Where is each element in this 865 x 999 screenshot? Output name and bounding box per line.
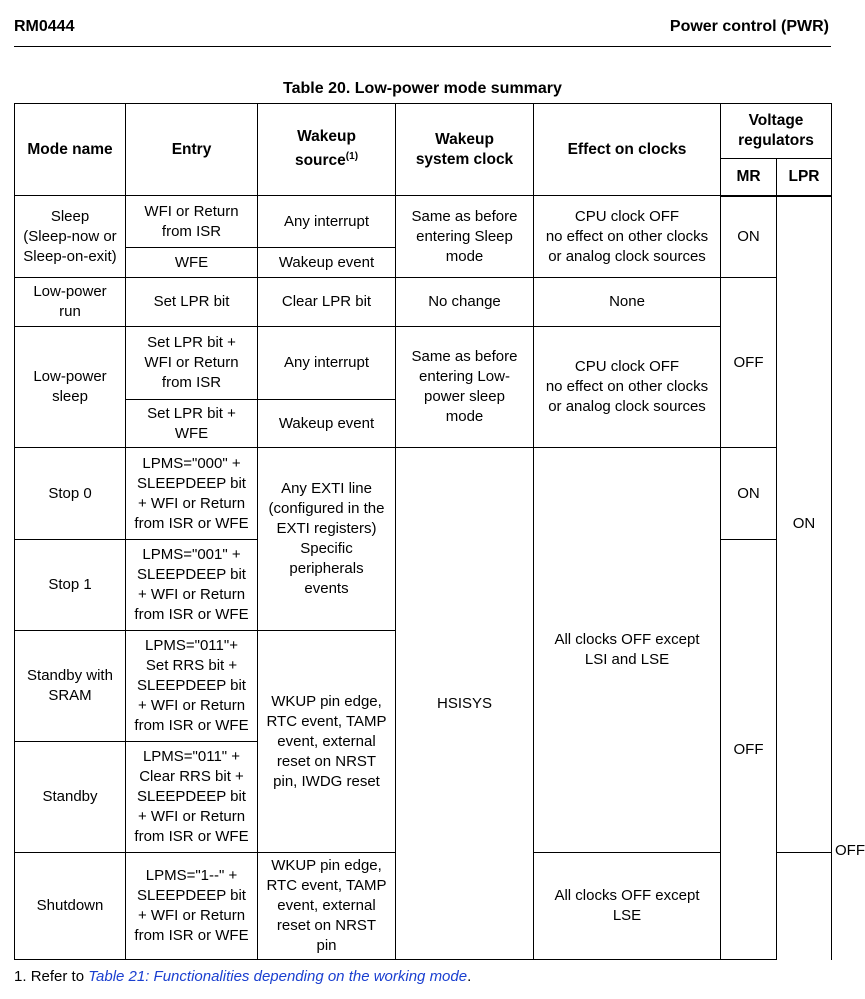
low-power-mode-table: Mode name Entry Wakeup source$^{(1)}$ Wakeup system clock Effect on clocks Voltage regulators MR LPR Sleep (Sleep-now or Sleep-on-exit) WFI or Return from ISR Any interrupt Same as before entering Sleep mode CPU clock OFF no effect on other clocks or analog clock sources ON ON WFE Wakeup event Low-power run Set LPR bit Clear LPR bit No change None OFF Low-power sleep Set LPR bit + WFI or Return from ISR Any interrupt Same as before entering Low- power sleep mode CPU clock OFF no effect on other clocks or analog clock sources Set LPR bit + WFE Wakeup event Stop 0 LPMS="000" + SLEEPDEEP bit + WFI or Return from ISR or WFE Any EXTI line (configured in the EXTI registers) Specific peripherals events HSISYS All clocks OFF except LSI and LSE ON Stop 1 LPMS="001" + SLEEPDEEP bit + WFI or Return from ISR or WFE OFF Standby with SRAM LPMS="011"+ Set RRS bit + SLEEPDEEP bit + WFI or Return from ISR or WFE WKUP pin edge, RTC event, TAMP event, external reset on NRST pin, IWDG reset Standby LPMS="011" + Clear RRS bit + SLEEPDEEP bit + WFI or Return from ISR or WFE OFF Shutdown LPMS="1--" + SLEEPDEEP bit + WFI or Return from ISR or WFE WKUP pin edge, RTC event, TAMP event, external reset on NRST pin All clocks OFF except LSE bbox=[14, 103, 832, 960]
mr-off-lower: OFF bbox=[721, 540, 777, 960]
wakeup-lp-sleep-interrupt: Any interrupt bbox=[258, 327, 396, 400]
entry-shutdown: LPMS="1--" + SLEEPDEEP bit + WFI or Return from ISR or WFE bbox=[126, 853, 258, 960]
footnote-suffix: . bbox=[467, 968, 472, 985]
effect-all-off-lsi-lse: All clocks OFF except LSI and LSE bbox=[534, 448, 721, 853]
wakeup-stop: Any EXTI line (configured in the EXTI registers) Specific peripherals events bbox=[258, 448, 396, 631]
entry-standby: LPMS="011" + Clear RRS bit + SLEEPDEEP bit + WFI or Return from ISR or WFE bbox=[126, 742, 258, 853]
footnote-ref[interactable]: (1) bbox=[345, 151, 359, 163]
entry-sleep-wfi: WFI or Return from ISR bbox=[126, 196, 258, 248]
mode-sleep: Sleep (Sleep-now or Sleep-on-exit) bbox=[15, 196, 126, 278]
wakeup-sleep-event: Wakeup event bbox=[258, 248, 396, 278]
entry-stop1: LPMS="001" + SLEEPDEEP bit + WFI or Return from ISR or WFE bbox=[126, 540, 258, 631]
mr-lp-off: OFF bbox=[721, 278, 777, 448]
clock-sleep: Same as before entering Sleep mode bbox=[396, 196, 534, 278]
wakeup-standby: WKUP pin edge, RTC event, TAMP event, external reset on NRST pin, IWDG reset bbox=[258, 631, 396, 853]
section-title: Power control (PWR) bbox=[669, 18, 829, 35]
entry-stop0: LPMS="000" + SLEEPDEEP bit + WFI or Return from ISR or WFE bbox=[126, 448, 258, 540]
entry-sleep-wfe: WFE bbox=[126, 248, 258, 278]
table-caption: Table 20. Low-power mode summary bbox=[283, 80, 562, 97]
entry-lp-run: Set LPR bit bbox=[126, 278, 258, 327]
wakeup-lp-run: Clear LPR bit bbox=[258, 278, 396, 327]
header-lpr: LPR bbox=[777, 159, 832, 196]
doc-id: RM0444 bbox=[14, 18, 75, 35]
mode-stop1: Stop 1 bbox=[15, 540, 126, 631]
mode-standby: Standby bbox=[15, 742, 126, 853]
mr-stop0: ON bbox=[721, 448, 777, 540]
mode-lp-sleep: Low-power sleep bbox=[15, 327, 126, 448]
header-wakeup-source-text: Wakeup source bbox=[294, 128, 356, 170]
effect-lp-run: None bbox=[534, 278, 721, 327]
wakeup-lp-sleep-event: Wakeup event bbox=[258, 400, 396, 448]
footnote-prefix: Refer to bbox=[30, 968, 89, 985]
clock-lp-run: No change bbox=[396, 278, 534, 327]
effect-lp-sleep: CPU clock OFF no effect on other clocks or analog clock sources bbox=[534, 327, 721, 448]
header-wakeup-clock: Wakeup system clock bbox=[396, 104, 534, 196]
clock-lp-sleep: Same as before entering Low- power sleep mode bbox=[396, 327, 534, 448]
header-mode-name: Mode name bbox=[15, 104, 126, 196]
mr-sleep: ON bbox=[721, 196, 777, 278]
entry-lp-sleep-wfe: Set LPR bit + WFE bbox=[126, 400, 258, 448]
entry-standby-sram: LPMS="011"+ Set RRS bit + SLEEPDEEP bit + WFI or Return from ISR or WFE bbox=[126, 631, 258, 742]
effect-shutdown: All clocks OFF except LSE bbox=[534, 853, 721, 960]
footnote bbox=[14, 968, 471, 985]
header-voltage-regulators: Voltage regulators bbox=[721, 104, 832, 159]
header-effect-on-clocks: Effect on clocks bbox=[534, 104, 721, 196]
effect-sleep: CPU clock OFF no effect on other clocks or analog clock sources bbox=[534, 196, 721, 278]
header-rule bbox=[14, 46, 831, 47]
wakeup-shutdown: WKUP pin edge, RTC event, TAMP event, external reset on NRST pin bbox=[258, 853, 396, 960]
header-entry: Entry bbox=[126, 104, 258, 196]
clock-hsisys: HSISYS bbox=[396, 448, 534, 960]
footnote-number: 1. bbox=[14, 968, 27, 985]
entry-lp-sleep-wfi: Set LPR bit + WFI or Return from ISR bbox=[126, 327, 258, 400]
footnote-table-link[interactable]: Table 21: Functionalities depending on the working mode bbox=[88, 968, 468, 985]
mode-stop0: Stop 0 bbox=[15, 448, 126, 540]
mode-lp-run: Low-power run bbox=[15, 278, 126, 327]
mode-shutdown: Shutdown bbox=[15, 853, 126, 960]
header-wakeup-source bbox=[258, 104, 396, 196]
mode-standby-sram: Standby with SRAM bbox=[15, 631, 126, 742]
header-mr: MR bbox=[721, 159, 777, 196]
lpr-on: ON bbox=[777, 196, 832, 853]
wakeup-sleep-interrupt: Any interrupt bbox=[258, 196, 396, 248]
